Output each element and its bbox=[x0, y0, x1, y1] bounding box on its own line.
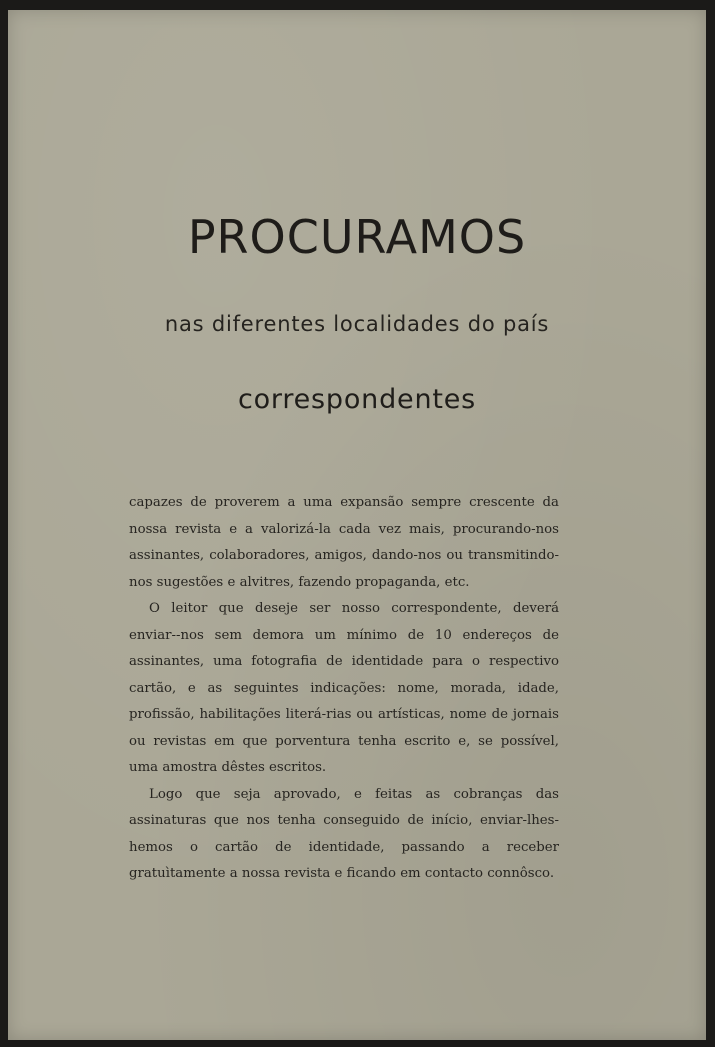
document-page bbox=[8, 10, 706, 1040]
page-subtitle: nas diferentes localidades do país bbox=[164, 312, 550, 336]
paragraph-2: O leitor que deseje ser nosso correspondente, deverá enviar--nos sem demora um mínimo de 10 endereços de assinantes, uma fotografia de identidade para o respectivo cartão, e as seguintes indicações: nome, morada, idade, profissão, habilitações literá-rias ou artísticas, nome de jornais ou revistas em que porventura tenha escrito e, se possível, uma amostra dêstes escritos. bbox=[129, 601, 559, 775]
body-text bbox=[129, 490, 559, 888]
paragraph-3: Logo que seja aprovado, e feitas as cobranças das assinaturas que nos tenha conseguido de início, enviar-lhes-hemos o cartão de identidade, passando a receber gratuìtamente a nossa revista e ficando em contacto connôsco. bbox=[129, 786, 559, 881]
paragraph-1: capazes de proverem a uma expansão sempre crescente da nossa revista e a valorizá-la cada vez mais, procurando-nos assinantes, colaboradores, amigos, dando-nos ou transmitindo-nos sugestões e alvitres, fazendo propaganda, etc. bbox=[129, 495, 559, 590]
page-title: PROCURAMOS bbox=[187, 210, 527, 264]
highlight-word: correspondentes bbox=[237, 384, 477, 415]
